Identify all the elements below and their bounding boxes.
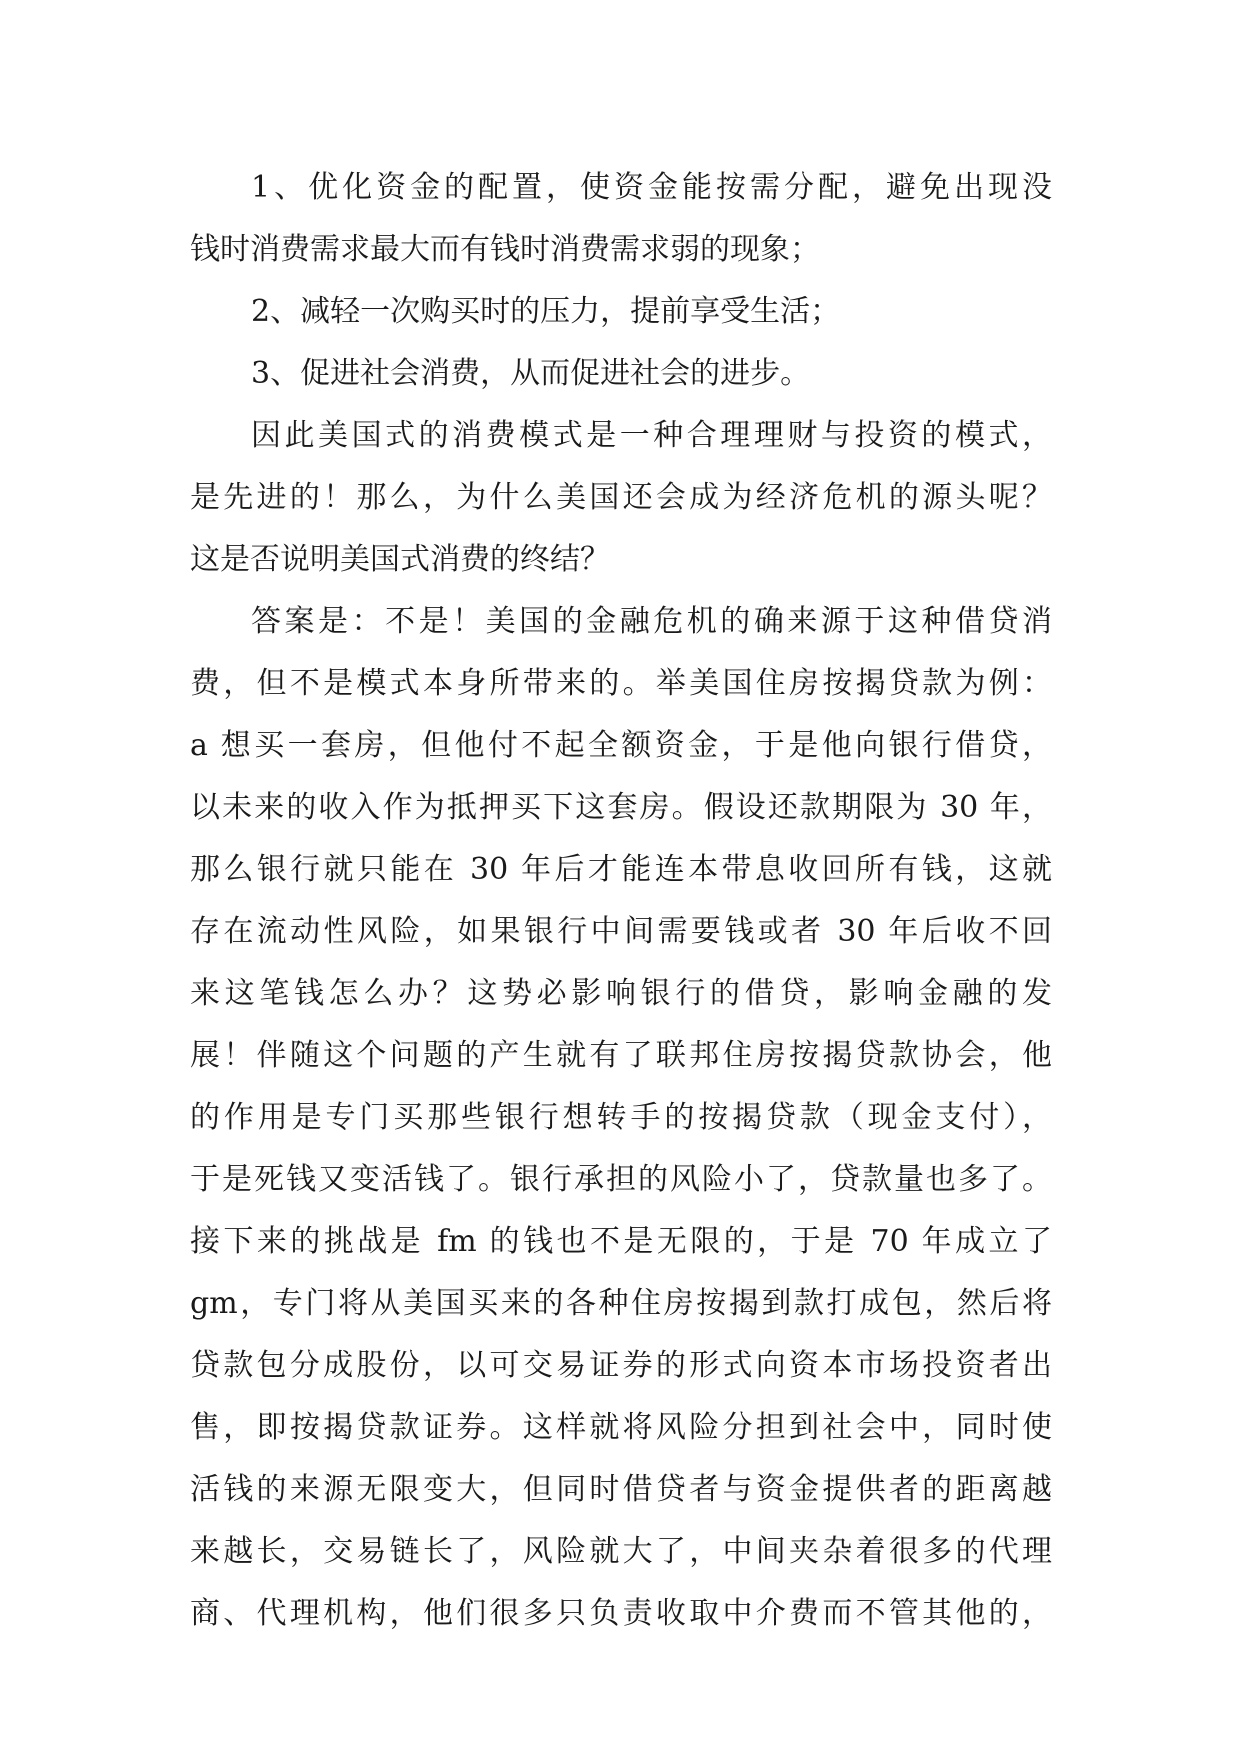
paragraph-line: 这是否说明美国式消费的终结？ xyxy=(190,542,610,577)
paragraph-line: 2、减轻一次购买时的压力，提前享受生活； xyxy=(251,294,841,329)
paragraph-line: a 想买一套房，但他付不起全额资金，于是他向银行借贷， xyxy=(190,728,1052,763)
paragraph-line: 来这笔钱怎么办？这势必影响银行的借贷，影响金融的发 xyxy=(190,976,1052,1011)
paragraph-line: 那么银行就只能在 30 年后才能连本带息收回所有钱，这就 xyxy=(190,852,1052,887)
paragraph-line: 因此美国式的消费模式是一种合理理财与投资的模式， xyxy=(251,418,1052,453)
paragraph-line: 接下来的挑战是 fm 的钱也不是无限的，于是 70 年成立了 xyxy=(190,1224,1052,1259)
paragraph-line: 钱时消费需求最大而有钱时消费需求弱的现象； xyxy=(190,232,820,267)
paragraph-line: 的作用是专门买那些银行想转手的按揭贷款（现金支付）， xyxy=(190,1100,1052,1135)
paragraph-line: 于是死钱又变活钱了。银行承担的风险小了，贷款量也多了。 xyxy=(190,1162,1052,1197)
paragraph-line: 活钱的来源无限变大，但同时借贷者与资金提供者的距离越 xyxy=(190,1472,1052,1507)
paragraph-line: gm，专门将从美国买来的各种住房按揭到款打成包，然后将 xyxy=(190,1286,1052,1321)
paragraph-line: 1、优化资金的配置，使资金能按需分配，避免出现没 xyxy=(251,170,1052,205)
paragraph-line: 来越长，交易链长了，风险就大了，中间夹杂着很多的代理 xyxy=(190,1534,1052,1569)
paragraph-line: 贷款包分成股份，以可交易证券的形式向资本市场投资者出 xyxy=(190,1348,1052,1383)
paragraph-line: 费，但不是模式本身所带来的。举美国住房按揭贷款为例： xyxy=(190,666,1052,701)
paragraph-line: 答案是：不是！美国的金融危机的确来源于这种借贷消 xyxy=(251,604,1052,639)
paragraph-line: 展！伴随这个问题的产生就有了联邦住房按揭贷款协会，他 xyxy=(190,1038,1052,1073)
paragraph-line: 售，即按揭贷款证券。这样就将风险分担到社会中，同时使 xyxy=(190,1410,1052,1445)
paragraph-line: 商、代理机构，他们很多只负责收取中介费而不管其他的， xyxy=(190,1596,1052,1631)
paragraph-line: 存在流动性风险，如果银行中间需要钱或者 30 年后收不回 xyxy=(190,914,1052,949)
paragraph-line: 3、促进社会消费，从而促进社会的进步。 xyxy=(251,356,811,391)
paragraph-line: 以未来的收入作为抵押买下这套房。假设还款期限为 30 年， xyxy=(190,790,1052,825)
paragraph-line: 是先进的！那么，为什么美国还会成为经济危机的源头呢？ xyxy=(190,480,1052,515)
